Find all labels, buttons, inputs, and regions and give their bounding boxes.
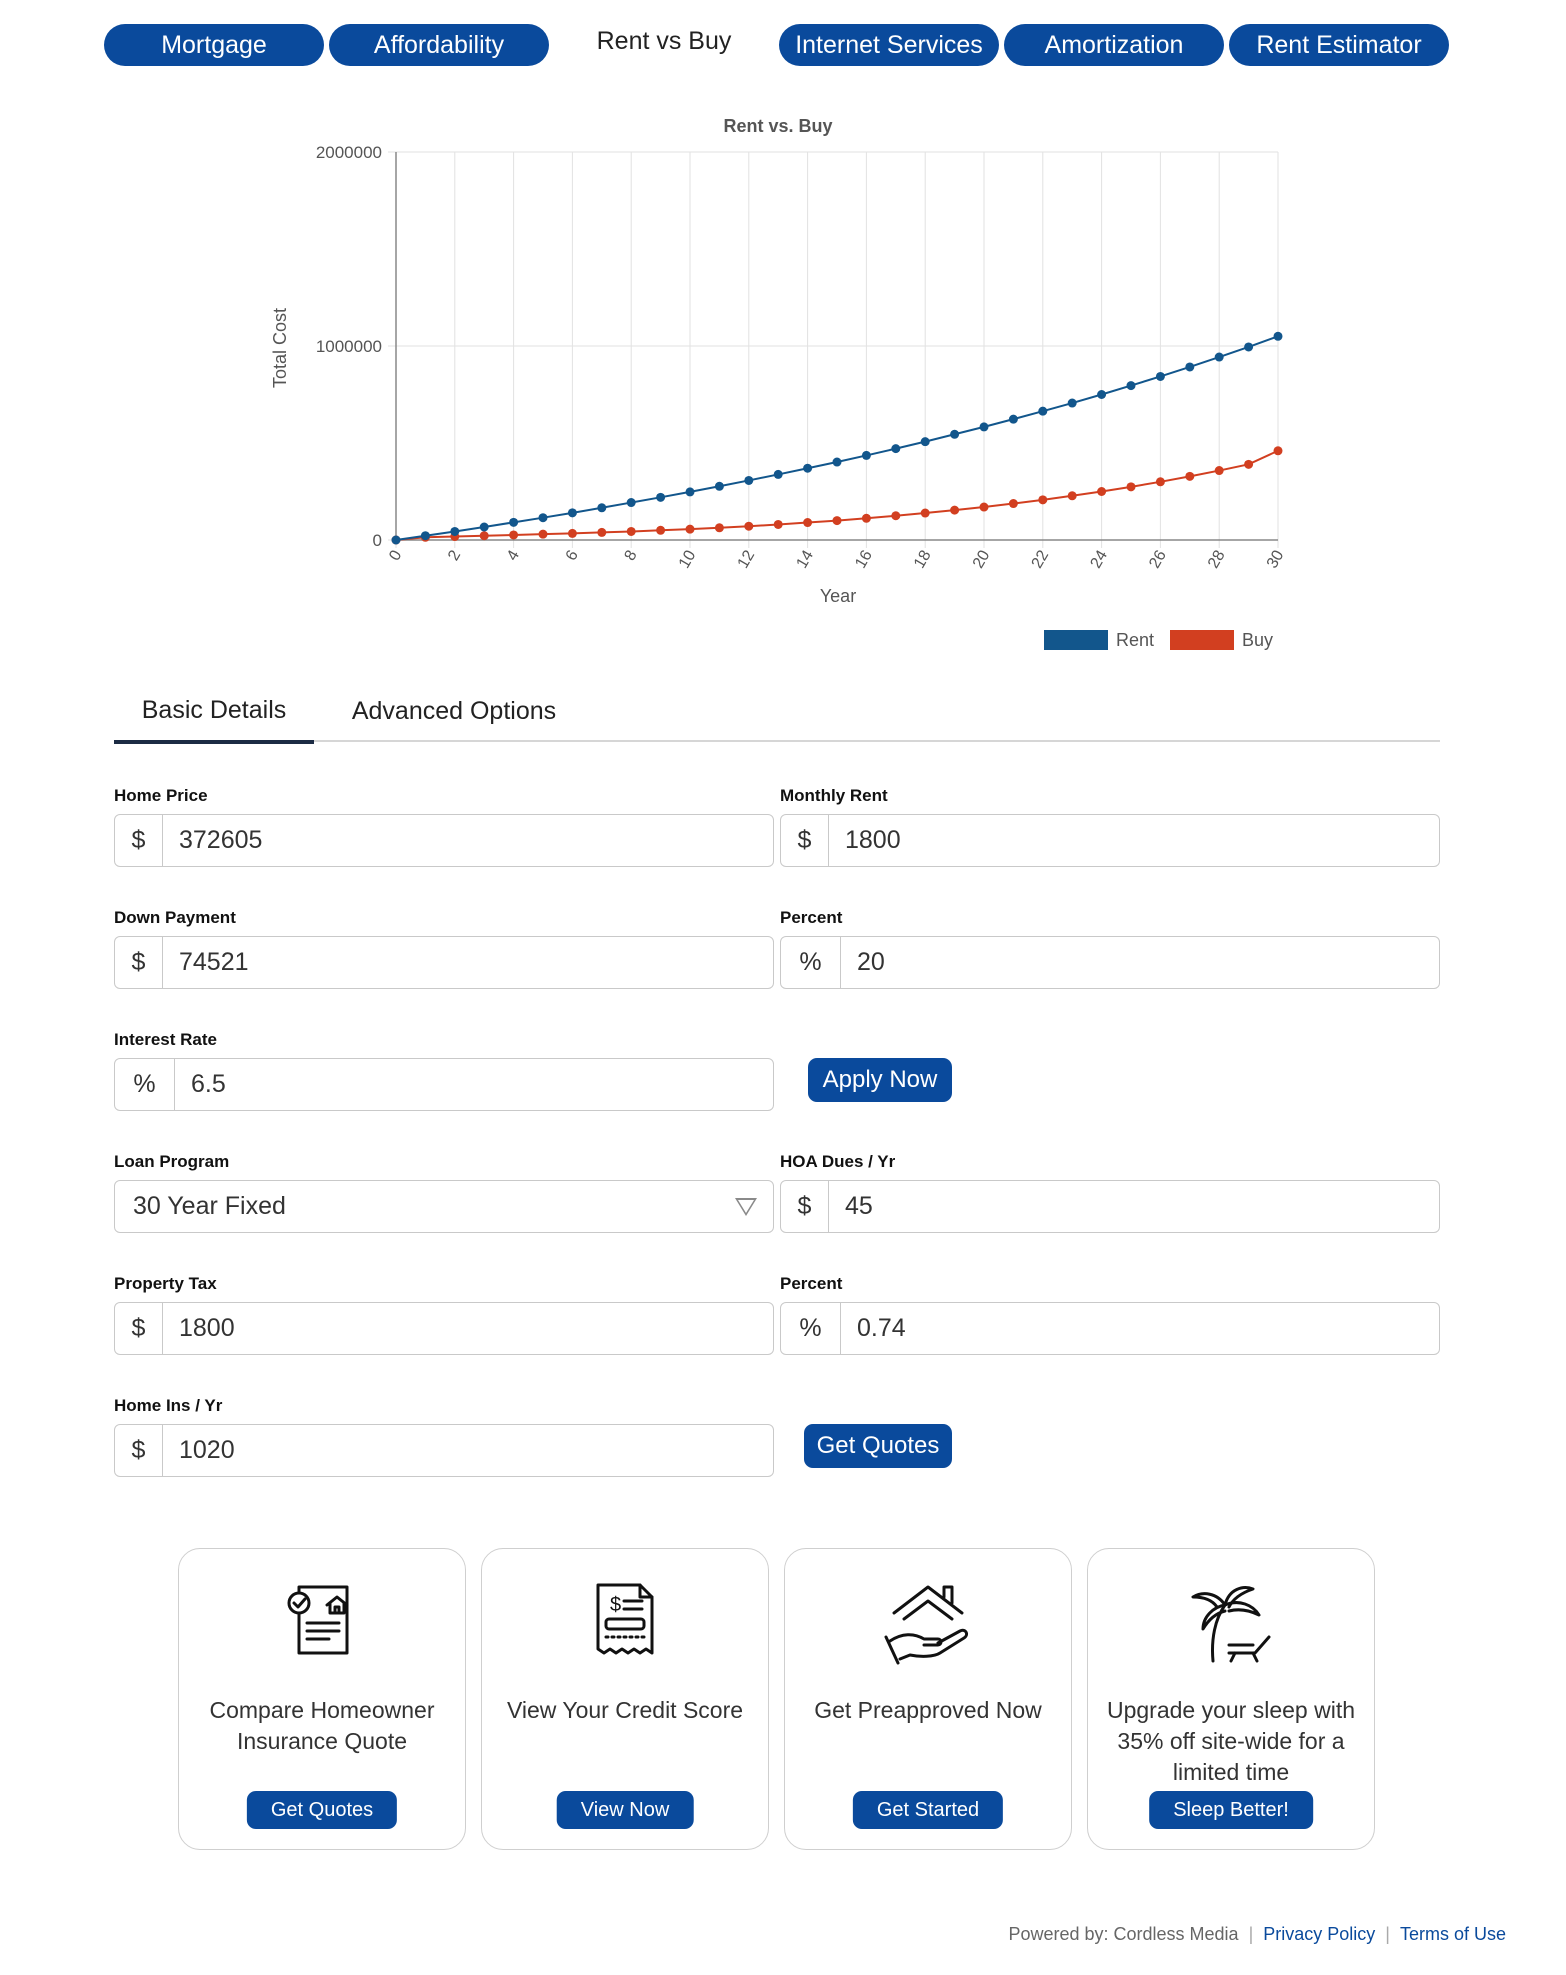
down-percent-field [780,906,1440,989]
data-point-buy [1185,472,1194,481]
hoa-dues-field [780,1150,1440,1233]
get-quotes-button[interactable]: Get Quotes [804,1424,952,1468]
data-point-buy [774,520,783,529]
interest-rate-label: Interest Rate [114,1030,217,1049]
data-point-rent [803,464,812,473]
home-insurance-input[interactable] [114,1424,774,1477]
data-point-rent [862,451,871,460]
loan-program-label: Loan Program [114,1152,230,1171]
home-insurance-value[interactable]: 1020 [179,1436,235,1464]
calculator-nav [0,0,1566,80]
house-in-hand-icon [785,1575,1071,1675]
down-percent-value[interactable]: 20 [857,948,885,976]
tab-basic-details[interactable]: Basic Details [114,680,314,744]
down-payment-field [114,906,774,989]
data-point-buy [1156,477,1165,486]
data-point-rent [950,430,959,439]
card-preapproved [784,1548,1072,1850]
chart-title: Rent vs. Buy [723,116,833,136]
rent-vs-buy-chart [0,100,1566,660]
home-price-value[interactable]: 372605 [179,826,263,854]
data-point-buy [568,529,577,538]
data-point-buy [1215,466,1224,475]
x-tick-label: 2 [445,547,465,564]
data-point-rent [980,422,989,431]
dollar-addon: $ [781,815,829,866]
data-point-buy [509,530,518,539]
x-tick-label: 0 [386,547,406,564]
data-point-buy [1068,491,1077,500]
nav-tab-internet-services[interactable]: Internet Services [779,24,999,66]
down-percent-label: Percent [780,908,843,927]
data-point-rent [686,487,695,496]
apply-now-button[interactable]: Apply Now [808,1058,952,1102]
home-price-input[interactable] [114,814,774,867]
data-point-buy [480,531,489,540]
data-point-buy [597,528,606,537]
chevron-down-icon [735,1198,757,1216]
tax-percent-label: Percent [780,1274,843,1293]
data-point-rent [1185,362,1194,371]
data-point-rent [450,527,459,536]
card-view-now-button[interactable]: View Now [557,1791,694,1829]
dollar-addon: $ [115,1303,163,1354]
data-point-buy [803,518,812,527]
home-insurance-label: Home Ins / Yr [114,1396,223,1415]
card-sleep-better-button[interactable]: Sleep Better! [1149,1791,1313,1829]
tax-percent-value[interactable]: 0.74 [857,1314,906,1342]
data-point-buy [921,509,930,518]
percent-addon: % [781,937,841,988]
data-point-rent [1156,372,1165,381]
monthly-rent-field [780,784,1440,867]
data-point-rent [1274,332,1283,341]
x-tick-label: 18 [911,547,935,572]
card-title: View Your Credit Score [506,1697,744,1723]
insurance-document-icon [179,1575,465,1675]
monthly-rent-input[interactable] [780,814,1440,867]
data-point-rent [833,458,842,467]
x-tick-label: 24 [1087,547,1112,572]
down-payment-label: Down Payment [114,908,236,927]
palm-tree-lounger-icon [1088,1575,1374,1675]
form-tabs [114,680,1440,742]
dollar-addon: $ [115,815,163,866]
card-title: Get Preapproved Now [814,1697,1042,1723]
tab-advanced-options[interactable]: Advanced Options [351,696,557,725]
data-point-buy [862,514,871,523]
loan-program-value: 30 Year Fixed [133,1192,286,1220]
interest-rate-field [114,1028,774,1111]
x-axis-ticks [386,547,1287,571]
nav-tab-rent-estimator[interactable]: Rent Estimator [1229,24,1449,66]
data-point-rent [1127,381,1136,390]
data-point-rent [597,503,606,512]
monthly-rent-value[interactable]: 1800 [845,826,901,854]
data-point-buy [833,516,842,525]
footer-separator: | [1385,1924,1390,1944]
data-point-rent [1038,407,1047,416]
series-line-rent [396,336,1278,540]
dollar-addon: $ [115,937,163,988]
card-title: Compare Homeowner Insurance Quote [209,1697,435,1754]
x-tick-label: 6 [562,547,582,564]
x-tick-label: 4 [503,547,524,564]
x-tick-label: 22 [1028,547,1053,572]
data-point-buy [891,511,900,520]
data-point-rent [480,523,489,532]
card-credit-score [481,1548,769,1850]
legend-label-rent[interactable]: Rent [1116,630,1155,650]
chart-series [392,332,1283,545]
percent-addon: % [115,1059,175,1110]
svg-text:$: $ [610,1594,622,1616]
hoa-dues-input[interactable] [780,1180,1440,1233]
data-point-rent [539,513,548,522]
data-point-buy [1127,482,1136,491]
data-point-rent [1068,399,1077,408]
data-point-buy [539,530,548,539]
y-tick-label: 2000000 [315,143,382,162]
data-point-rent [715,482,724,491]
data-point-rent [509,518,518,527]
terms-of-use-link[interactable]: Terms of Use [1399,1924,1506,1944]
data-point-buy [1038,495,1047,504]
data-point-rent [1215,353,1224,362]
home-price-label: Home Price [114,786,208,805]
x-tick-label: 28 [1205,547,1229,572]
y-tick-label: 1000000 [315,337,382,356]
data-point-buy [715,523,724,532]
monthly-rent-label: Monthly Rent [780,786,888,805]
data-point-buy [980,503,989,512]
nav-tab-affordability[interactable]: Affordability [329,24,549,66]
chart-grid [388,152,1278,548]
hoa-dues-value[interactable]: 45 [845,1192,873,1220]
card-get-started-button[interactable]: Get Started [853,1791,1003,1829]
x-tick-label: 10 [675,547,700,572]
x-tick-label: 12 [734,547,759,572]
data-point-rent [1097,390,1106,399]
data-point-buy [950,506,959,515]
data-point-rent [421,531,430,540]
data-point-buy [1009,499,1018,508]
data-point-rent [568,508,577,517]
percent-addon: % [781,1303,841,1354]
card-sleep-offer [1087,1548,1375,1850]
data-point-rent [392,536,401,545]
data-point-rent [774,470,783,479]
data-point-rent [921,437,930,446]
down-payment-input[interactable] [114,936,774,989]
data-point-buy [744,522,753,531]
footer [1008,1924,1506,1945]
nav-tab-amortization[interactable]: Amortization [1004,24,1224,66]
data-point-buy [686,525,695,534]
data-point-buy [1274,446,1283,455]
data-point-rent [627,498,636,507]
chart-legend [1044,630,1273,650]
interest-rate-input[interactable] [114,1058,774,1111]
card-insurance-quote [178,1548,466,1850]
y-tick-label: 0 [372,531,382,550]
data-point-rent [891,444,900,453]
property-tax-input[interactable] [114,1302,774,1355]
loan-program-field [114,1150,774,1233]
home-price-field [114,784,774,867]
property-tax-field [114,1272,774,1355]
privacy-policy-link[interactable]: Privacy Policy [1263,1924,1376,1944]
tax-percent-field [780,1272,1440,1355]
nav-tab-mortgage[interactable]: Mortgage [104,24,324,66]
data-point-buy [1244,460,1253,469]
data-point-buy [656,526,665,535]
legend-swatch-buy[interactable] [1170,630,1234,650]
data-point-rent [744,476,753,485]
x-tick-label: 8 [621,547,641,564]
legend-label-buy[interactable]: Buy [1242,630,1274,650]
data-point-rent [1009,415,1018,424]
property-tax-value[interactable]: 1800 [179,1314,235,1342]
data-point-rent [656,493,665,502]
hoa-dues-label: HOA Dues / Yr [780,1152,896,1171]
loan-program-select[interactable] [114,1180,774,1233]
data-point-rent [1244,342,1253,351]
legend-swatch-rent[interactable] [1044,630,1108,650]
data-point-buy [627,527,636,536]
property-tax-label: Property Tax [114,1274,217,1293]
data-point-buy [1097,487,1106,496]
interest-rate-value[interactable]: 6.5 [191,1070,226,1098]
dollar-addon: $ [781,1181,829,1232]
footer-separator: | [1248,1924,1254,1944]
powered-by-text: Powered by: Cordless Media [1008,1924,1239,1944]
x-tick-label: 16 [852,547,876,572]
card-get-quotes-button[interactable]: Get Quotes [247,1791,397,1829]
card-title: Upgrade your sleep with 35% off site-wide for a limited time [1106,1697,1356,1785]
y-axis-label: Total Cost [270,307,290,389]
receipt-icon [482,1575,768,1675]
y-axis-ticks [316,143,382,550]
x-tick-label: 14 [793,547,818,572]
x-tick-label: 26 [1146,547,1170,572]
x-tick-label: 20 [969,547,994,572]
x-tick-label: 30 [1263,547,1288,572]
home-insurance-field [114,1394,774,1477]
x-axis-label: Year [819,586,857,606]
tax-percent-input[interactable] [780,1302,1440,1355]
dollar-addon: $ [115,1425,163,1476]
down-payment-value[interactable]: 74521 [179,948,249,976]
down-percent-input[interactable] [780,936,1440,989]
nav-tab-rent-vs-buy[interactable]: Rent vs Buy [596,26,732,55]
